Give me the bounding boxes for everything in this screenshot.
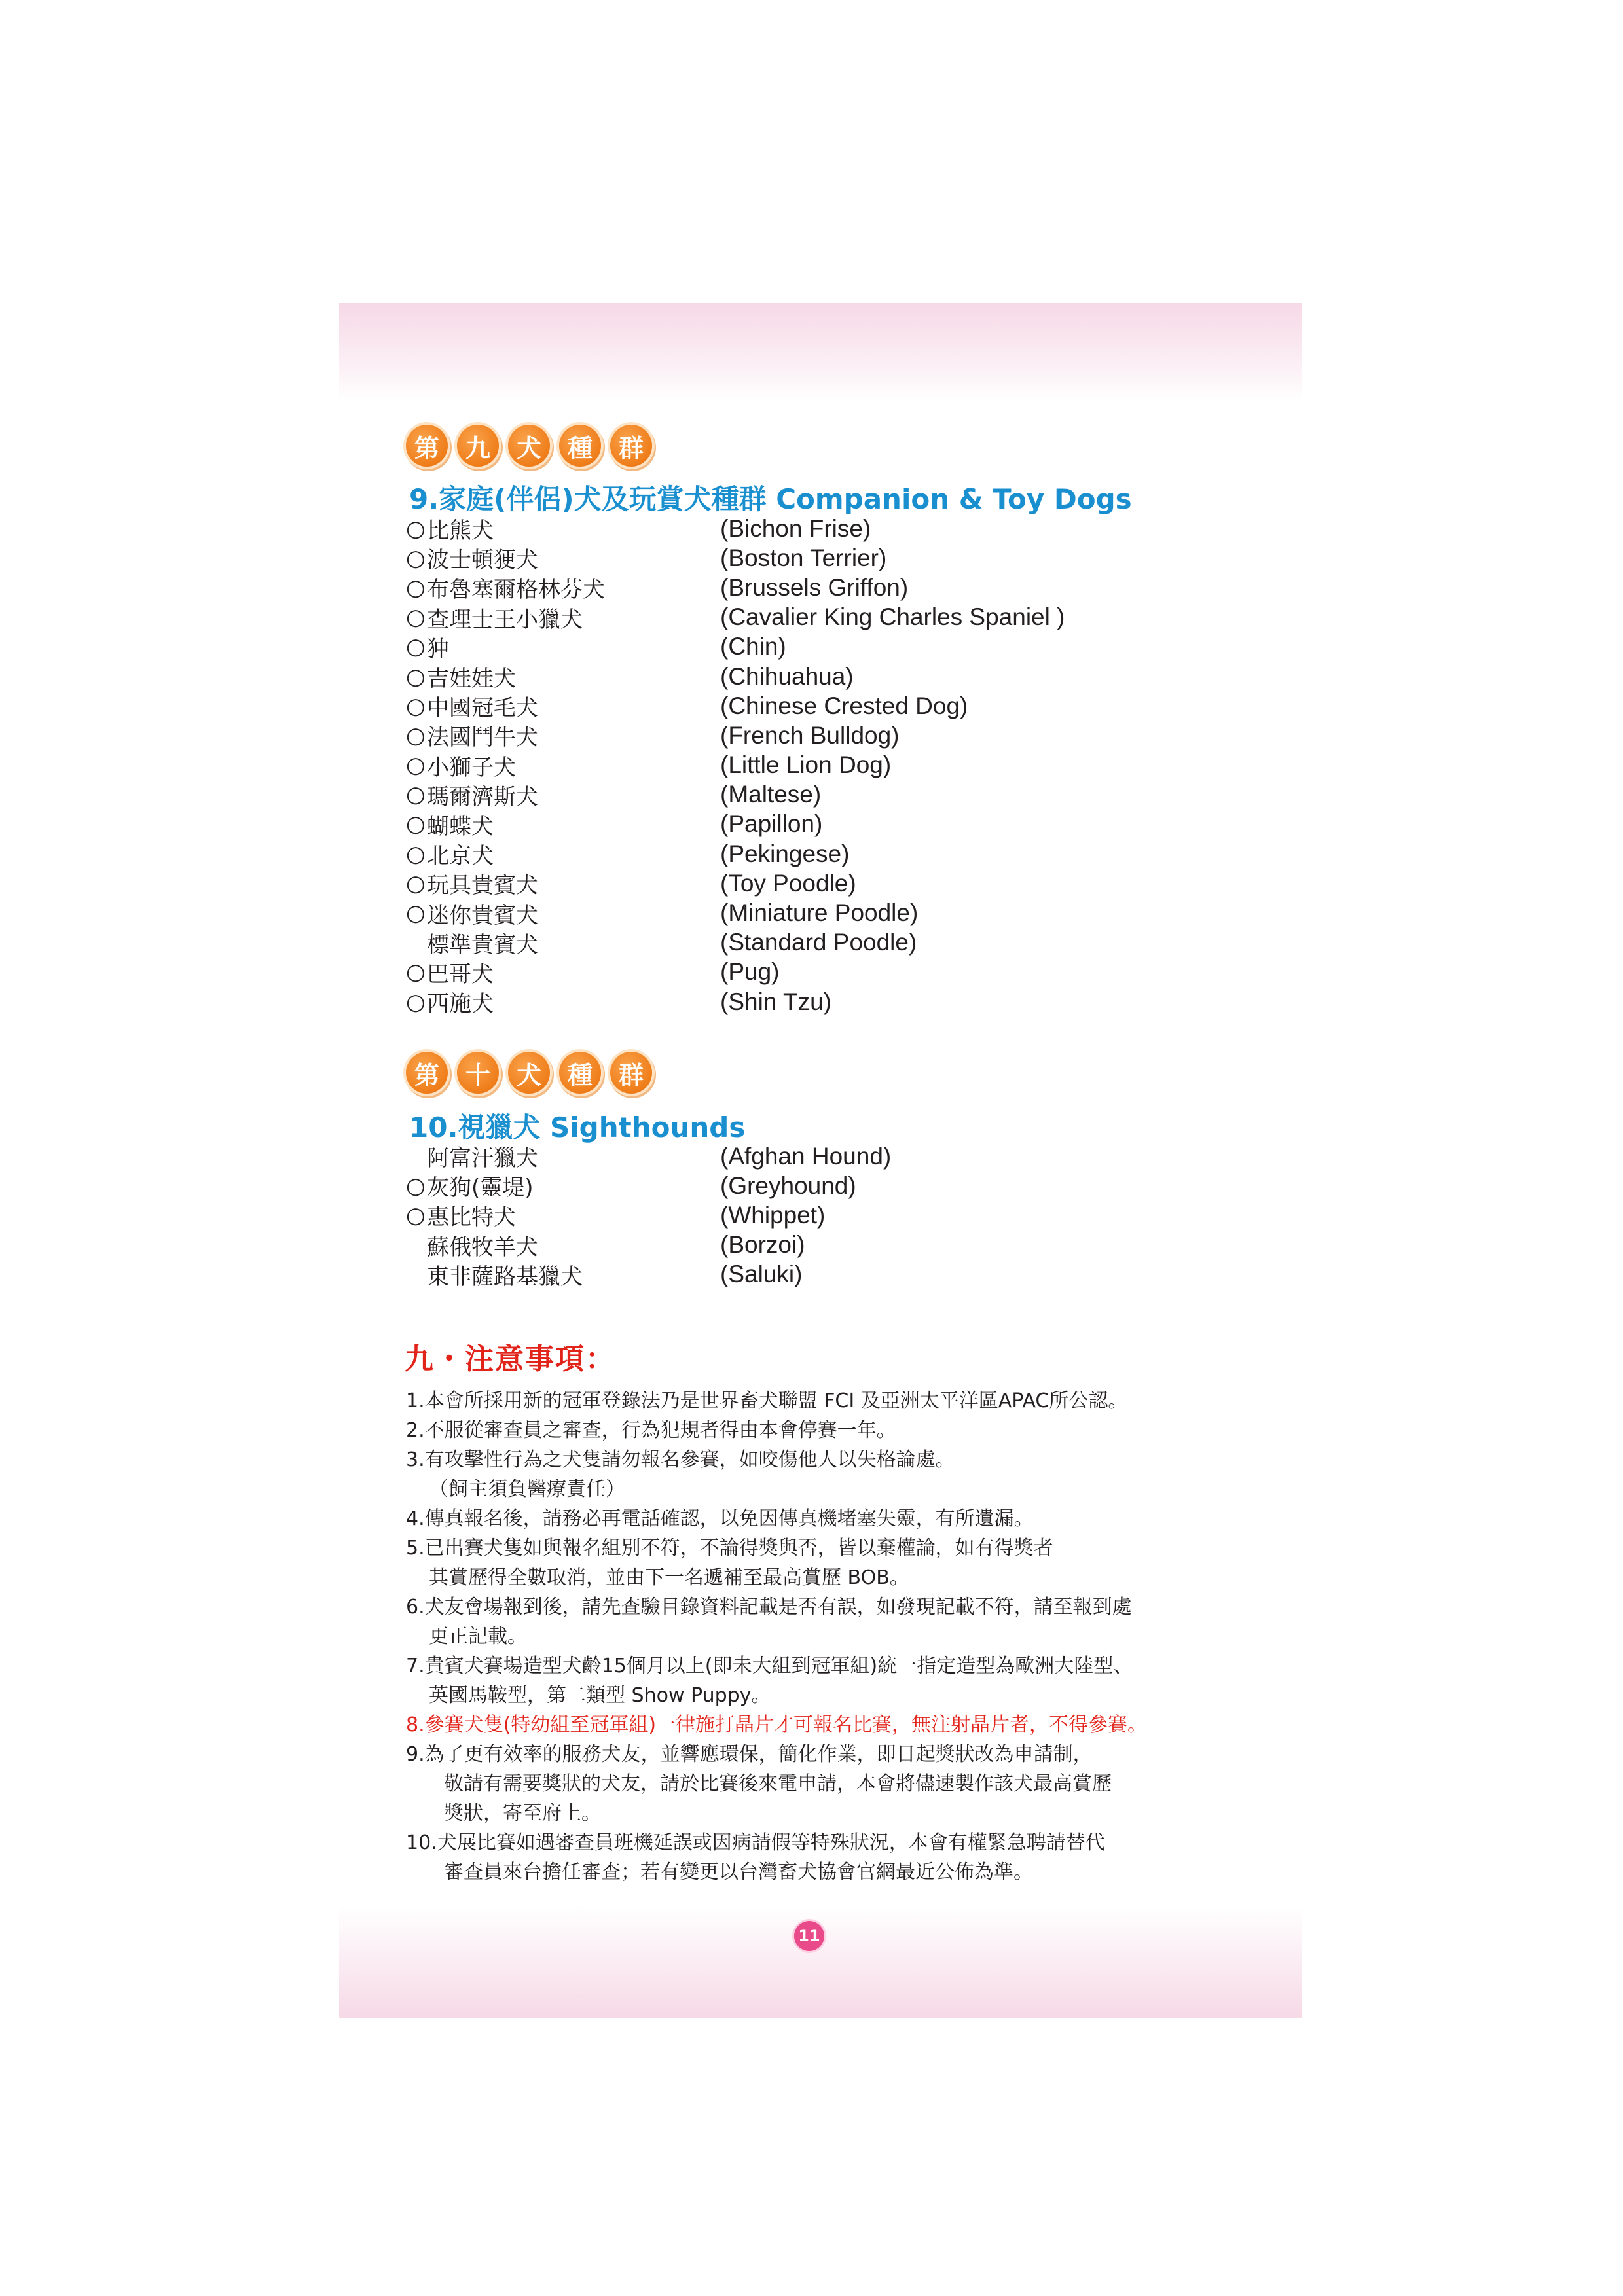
breed-name-zh: 標準貴賓犬	[427, 931, 538, 958]
circle-mark: ○	[406, 574, 426, 601]
breed-name-zh: 巴哥犬	[427, 961, 494, 988]
circle-mark: ○	[406, 545, 426, 571]
group9-badge: 犬	[508, 425, 550, 467]
breed-name-zh: 波士頓㹴犬	[427, 547, 538, 574]
note-line: 7.貴賓犬賽場造型犬齡15個月以上(即未大組到冠軍組)統一指定造型為歐洲大陸型、	[406, 1655, 1133, 1677]
breed-name-zh: 瑪爾濟斯犬	[427, 783, 538, 810]
group9-badge: 第	[406, 425, 448, 467]
breed-row	[406, 721, 1192, 750]
breed-row	[406, 662, 1192, 691]
breed-row	[406, 987, 1192, 1016]
breed-name-en: (Saluki)	[720, 1261, 803, 1288]
header-band	[339, 303, 1302, 401]
breed-name-zh: 法國鬥牛犬	[427, 725, 538, 751]
breed-name-zh: 西施犬	[427, 991, 494, 1018]
note-line: 獎狀，寄至府上。	[444, 1802, 601, 1825]
breed-row	[406, 810, 1192, 839]
breed-name-en: (French Bulldog)	[720, 721, 900, 749]
breed-name-zh: 北京犬	[427, 843, 494, 870]
notes-heading: 九・注意事項：	[405, 1342, 615, 1376]
breed-name-zh: 查理士王小獵犬	[427, 606, 583, 633]
breed-name-zh: 惠比特犬	[427, 1204, 516, 1231]
breed-name-en: (Chinese Crested Dog)	[720, 692, 968, 719]
circle-mark: ○	[406, 692, 426, 719]
breed-name-en: (Brussels Griffon)	[720, 573, 909, 601]
circle-mark: ○	[406, 870, 426, 897]
note-line: （飼主須負醫療責任）	[429, 1478, 625, 1501]
note-line: 英國馬鞍型，第二類型 Show Puppy。	[429, 1684, 771, 1707]
note-line: 敬請有需要獎狀的犬友，請於比賽後來電申請，本會將儘速製作該犬最高賞歷	[444, 1772, 1112, 1795]
group9-badge: 群	[610, 425, 652, 467]
breed-row	[406, 839, 1192, 869]
breed-name-en: (Miniature Poodle)	[720, 899, 919, 927]
note-line: 4.傳真報名後，請務必再電話確認，以免因傳真機堵塞失靈，有所遺漏。	[406, 1507, 1034, 1530]
note-line: 5.已出賽犬隻如與報名組別不符，不論得獎與否，皆以棄權論，如有得獎者	[406, 1537, 1053, 1560]
breed-row	[406, 1200, 1192, 1230]
breed-name-en: (Bichon Frise)	[720, 514, 871, 542]
breed-name-zh: 灰狗(靈堤)	[427, 1175, 534, 1202]
group10-title: 10.視獵犬 Sighthounds	[409, 1111, 746, 1143]
group10-badge-row	[406, 1052, 652, 1094]
circle-mark: ○	[406, 959, 426, 986]
circle-mark: ○	[406, 811, 426, 838]
breed-name-zh: 蘇俄牧羊犬	[427, 1234, 538, 1261]
group9-title: 9.家庭(伴侶)犬及玩賞犬種群 Companion & Toy Dogs	[409, 483, 1132, 515]
breed-name-en: (Chihuahua)	[720, 662, 854, 690]
note-line: 更正記載。	[429, 1625, 527, 1648]
breed-name-en: (Little Lion Dog)	[720, 751, 892, 779]
group10-badge: 十	[457, 1052, 499, 1094]
breed-name-en: (Whippet)	[720, 1201, 826, 1229]
breed-name-zh: 迷你貴賓犬	[427, 902, 538, 929]
group10-badge: 第	[406, 1052, 448, 1094]
breed-name-en: (Standard Poodle)	[720, 929, 917, 956]
breed-row	[406, 780, 1192, 810]
group9-badge: 九	[457, 425, 499, 467]
note-line: 1.本會所採用新的冠軍登錄法乃是世界畜犬聯盟 FCI 及亞洲太平洋區APAC所公認。	[406, 1390, 1128, 1412]
circle-mark: ○	[406, 988, 426, 1015]
breed-name-en: (Chin)	[720, 633, 786, 660]
breed-row	[406, 691, 1192, 721]
circle-mark: ○	[406, 1202, 426, 1229]
breed-name-zh: 中國冠毛犬	[427, 695, 538, 722]
breed-name-zh: 東非薩路基獵犬	[427, 1263, 583, 1290]
note-line: 10.犬展比賽如遇審查員班機延誤或因病請假等特殊狀況，本會有權緊急聘請替代	[406, 1831, 1105, 1854]
breed-name-zh: 布魯塞爾格林芬犬	[427, 577, 605, 603]
note-line: 其賞歷得全數取消，並由下一名遞補至最高賞歷 BOB。	[429, 1566, 909, 1589]
breed-name-en: (Toy Poodle)	[720, 869, 856, 897]
note-line: 6.犬友會場報到後，請先查驗目錄資料記載是否有誤，如發現記載不符，請至報到處	[406, 1596, 1132, 1619]
breed-name-zh: 比熊犬	[427, 518, 494, 545]
breed-name-zh: 狆	[427, 636, 449, 662]
breed-row	[406, 898, 1192, 927]
note-line: 3.有攻擊性行為之犬隻請勿報名參賽，如咬傷他人以失格論處。	[406, 1448, 955, 1471]
breed-row	[406, 543, 1192, 573]
breed-name-en: (Borzoi)	[720, 1231, 805, 1259]
circle-mark: ○	[406, 900, 426, 927]
breed-name-zh: 玩具貴賓犬	[427, 872, 538, 899]
group10-badge: 犬	[508, 1052, 550, 1094]
breed-name-en: (Cavalier King Charles Spaniel )	[720, 603, 1065, 631]
breed-row	[406, 1171, 1192, 1200]
breed-row	[406, 603, 1192, 632]
circle-mark: ○	[406, 840, 426, 867]
breed-row	[406, 514, 1192, 543]
breed-name-zh: 小獅子犬	[427, 754, 516, 781]
breed-name-en: (Papillon)	[720, 810, 823, 838]
breed-name-en: (Afghan Hound)	[720, 1142, 892, 1170]
circle-mark: ○	[406, 604, 426, 631]
breed-row	[406, 1230, 1192, 1260]
breed-name-en: (Shin Tzu)	[720, 988, 831, 1015]
breed-row	[406, 928, 1192, 958]
note-line: 2.不服從審查員之審查，行為犯規者得由本會停賽一年。	[406, 1419, 896, 1442]
breed-row	[406, 1260, 1192, 1289]
breed-name-en: (Boston Terrier)	[720, 544, 887, 571]
breed-name-zh: 阿富汗獵犬	[427, 1145, 538, 1172]
note-line: 審查員來台擔任審查；若有變更以台灣畜犬協會官網最近公佈為準。	[444, 1861, 1033, 1884]
breed-row	[406, 751, 1192, 780]
breed-row	[406, 573, 1192, 602]
footer-band	[339, 1907, 1302, 2018]
circle-mark: ○	[406, 634, 426, 660]
breed-row	[406, 958, 1192, 987]
group9-breed-list	[406, 514, 1192, 1016]
breed-name-zh: 吉娃娃犬	[427, 666, 516, 692]
breed-row	[406, 1141, 1192, 1171]
breed-row	[406, 869, 1192, 898]
group10-breed-list	[406, 1141, 1192, 1289]
breed-name-en: (Greyhound)	[720, 1172, 856, 1199]
page-number: 11	[794, 1921, 824, 1951]
note-line: 9.為了更有效率的服務犬友，並響應環保，簡化作業，即日起獎狀改為申請制，	[406, 1743, 1093, 1766]
group9-badge-row	[406, 425, 652, 467]
note-line-highlight: 8.參賽犬隻(特幼組至冠軍組)一律施打晶片才可報名比賽，無注射晶片者，不得參賽。	[406, 1713, 1148, 1736]
notes-list	[406, 1386, 1277, 1887]
group9-badge: 種	[559, 425, 601, 467]
group10-badge: 種	[559, 1052, 601, 1094]
breed-name-en: (Pekingese)	[720, 840, 850, 867]
circle-mark: ○	[406, 1172, 426, 1199]
circle-mark: ○	[406, 663, 426, 690]
circle-mark: ○	[406, 781, 426, 808]
breed-name-zh: 蝴蝶犬	[427, 813, 494, 840]
breed-name-en: (Pug)	[720, 958, 780, 986]
breed-name-en: (Maltese)	[720, 781, 822, 808]
breed-row	[406, 632, 1192, 662]
circle-mark: ○	[406, 752, 426, 779]
circle-mark: ○	[406, 722, 426, 749]
circle-mark: ○	[406, 515, 426, 542]
group10-badge: 群	[610, 1052, 652, 1094]
